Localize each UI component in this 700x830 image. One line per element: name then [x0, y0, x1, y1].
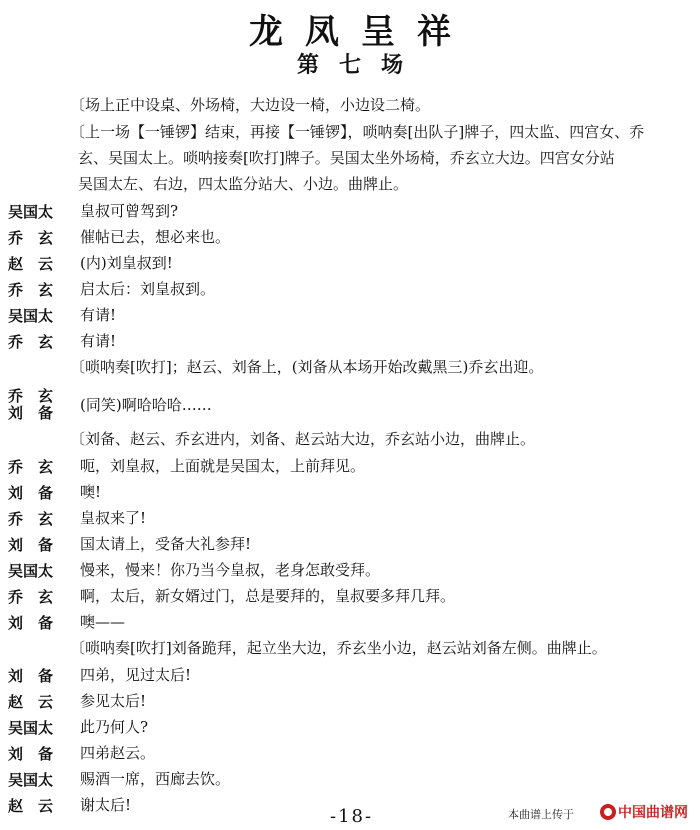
page-number: -18-: [330, 806, 374, 827]
stage-direction: [0, 119, 700, 197]
speaker-name: 乔 玄: [8, 587, 54, 606]
speaker-name: 吴国太: [8, 561, 54, 580]
dialogue-text: (内)刘皇叔到!: [80, 254, 173, 272]
dialogue-text: 启太后：刘皇叔到。: [80, 280, 216, 298]
stage-direction-line: 〔刘备、赵云、乔玄进内，刘备、赵云站大边，乔玄站小边，曲牌止。: [70, 430, 536, 448]
page-title: 龙凤呈祥: [249, 12, 473, 52]
dialogue-text: 皇叔来了!: [80, 509, 147, 527]
dialogue-row: [0, 198, 700, 224]
stage-direction: [0, 635, 700, 661]
dialogue-text: 噢!: [80, 483, 102, 501]
dialogue-text: 四弟，见过太后!: [80, 666, 192, 684]
dialogue-text: 谢太后!: [80, 796, 132, 814]
stage-direction-line: 〔上一场【一锤锣】结束，再接【一锤锣】，唢呐奏[出队子]牌子，四太监、四宫女、乔: [70, 123, 645, 141]
source-note: 本曲谱上传于: [508, 808, 574, 821]
dialogue-text: 呃，刘皇叔，上面就是吴国太，上前拜见。: [80, 457, 366, 475]
speaker-name: 刘 备: [8, 613, 54, 632]
dialogue-row: [0, 384, 700, 426]
dialogue-row: [0, 224, 700, 250]
stage-direction-line: 〔唢呐奏[吹打]；赵云、刘备上，(刘备从本场开始改戴黑三)乔玄出迎。: [70, 358, 544, 376]
speaker-name: 赵 云: [8, 254, 54, 273]
stage-direction-line: 吴国太左、右边，四太监分站大、小边。曲牌止。: [78, 175, 409, 193]
speaker-name: 吴国太: [8, 306, 54, 325]
speaker-name: 刘 备: [8, 666, 54, 685]
speaker-name: 乔 玄: [8, 332, 54, 351]
dialogue-text: 参见太后!: [80, 692, 147, 710]
speaker-name: 刘 备: [8, 535, 54, 554]
dialogue-row: [0, 505, 700, 531]
speaker-name: 刘 备: [8, 744, 54, 763]
dialogue-text: (同笑)啊哈哈哈……: [80, 396, 212, 414]
stage-direction-line: 〔唢呐奏[吹打]刘备跪拜，起立坐大边，乔玄坐小边，赵云站刘备左侧。曲牌止。: [70, 639, 607, 657]
stage-direction: [0, 92, 700, 118]
dialogue-row: [0, 740, 700, 766]
dialogue-row: [0, 479, 700, 505]
dialogue-text: 啊，太后，新女婿过门，总是要拜的，皇叔要多拜几拜。: [80, 587, 456, 605]
dialogue-text: 皇叔可曾驾到?: [80, 202, 179, 220]
speaker-name: 刘 备: [8, 404, 54, 422]
stage-direction: [0, 354, 700, 380]
dialogue-row: [0, 302, 700, 328]
dialogue-text: 有请!: [80, 306, 117, 324]
dialogue-text: 国太请上，受备大礼参拜!: [80, 535, 252, 553]
stage-direction: [0, 426, 700, 452]
speaker-name: 吴国太: [8, 202, 54, 221]
dialogue-row: [0, 583, 700, 609]
dialogue-row: [0, 250, 700, 276]
dialogue-row: [0, 531, 700, 557]
dialogue-text: 四弟赵云。: [80, 744, 156, 762]
speaker-name: 刘 备: [8, 483, 54, 502]
dialogue-row: [0, 688, 700, 714]
dialogue-row: [0, 766, 700, 792]
dialogue-row: [0, 714, 700, 740]
speaker-name: 乔 玄: [8, 280, 54, 299]
dialogue-text: 此乃何人?: [80, 718, 149, 736]
dialogue-row: [0, 557, 700, 583]
script-body: [0, 92, 700, 818]
speaker-name: 赵 云: [8, 692, 54, 711]
dialogue-row: [0, 609, 700, 635]
speaker-name: 乔 玄: [8, 387, 54, 405]
logo-icon: [600, 804, 616, 820]
scene-title: 第七场: [296, 53, 423, 78]
speaker-name: 乔 玄: [8, 509, 54, 528]
stage-direction-line: 〔场上正中设桌、外场椅，大边设一椅，小边设二椅。: [70, 96, 431, 114]
site-logo[interactable]: [600, 802, 688, 822]
stage-direction-line: 玄、吴国太上。唢呐接奏[吹打]牌子。吴国太坐外场椅，乔玄立大边。四宫女分站: [78, 149, 615, 167]
dialogue-row: [0, 276, 700, 302]
speaker-name: 吴国太: [8, 770, 54, 789]
dialogue-row: [0, 328, 700, 354]
speaker-name: 赵 云: [8, 796, 54, 815]
speaker-group: [0, 388, 72, 422]
speaker-name: 吴国太: [8, 718, 54, 737]
speaker-name: 乔 玄: [8, 457, 54, 476]
dialogue-text: 赐酒一席，西廊去饮。: [80, 770, 231, 788]
dialogue-text: 噢——: [80, 613, 126, 631]
dialogue-text: 催帖已去，想必来也。: [80, 228, 231, 246]
dialogue-row: [0, 453, 700, 479]
speaker-name: 乔 玄: [8, 228, 54, 247]
site-name: 中国曲谱网: [618, 805, 688, 821]
dialogue-text: 慢来，慢来！你乃当今皇叔，老身怎敢受拜。: [80, 561, 381, 579]
dialogue-row: [0, 662, 700, 688]
dialogue-text: 有请!: [80, 332, 117, 350]
